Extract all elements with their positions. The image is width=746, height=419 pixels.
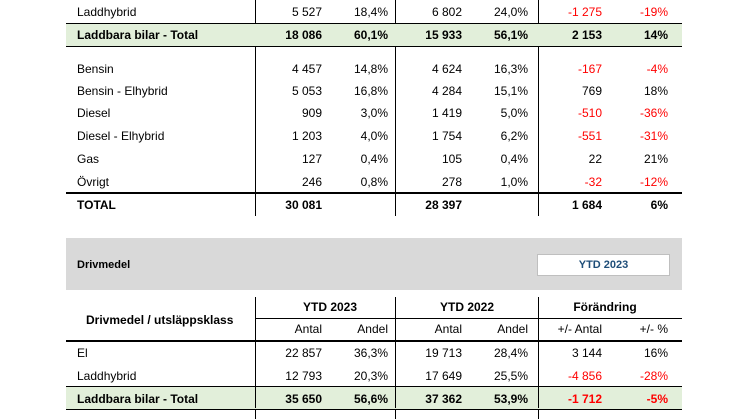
row-label: Laddbara bilar - Total	[77, 391, 199, 406]
rule	[395, 297, 396, 408]
row-label: El	[77, 345, 88, 360]
row-label: Gas	[77, 151, 100, 166]
column-header-ytd2023: YTD 2023	[302, 300, 358, 314]
table-row	[66, 364, 682, 387]
subheader-ytd22-andel: Andel	[497, 322, 528, 336]
rule	[255, 297, 256, 408]
ytd23-antal: 246	[301, 174, 322, 189]
ytd22-andel: 24,0%	[493, 4, 528, 19]
rule	[255, 0, 256, 23]
table-row	[66, 101, 682, 124]
ytd22-antal: 4 624	[431, 61, 462, 76]
table-row	[66, 0, 682, 23]
row-label: Bensin - Elhybrid	[77, 83, 168, 98]
rule	[255, 318, 682, 319]
change-pct: 16%	[643, 345, 668, 360]
ytd23-andel: 0,8%	[360, 174, 388, 189]
change-pct: 21%	[643, 151, 668, 166]
row-label: Bensin	[77, 61, 114, 76]
change-pct: -36%	[639, 105, 668, 120]
ytd23-antal: 5 053	[291, 83, 322, 98]
ytd23-antal: 1 203	[291, 128, 322, 143]
change-pct: 14%	[643, 27, 668, 42]
change-pct: -31%	[639, 128, 668, 143]
row-label: Laddbara bilar - Total	[77, 27, 199, 42]
subheader-diff: +/- Antal	[557, 322, 602, 336]
table-row	[66, 23, 682, 46]
row-label: Diesel	[77, 105, 111, 120]
column-header-fuel-type: Drivmedel / utsläppsklass	[86, 313, 234, 327]
change-antal: 3 144	[571, 345, 602, 360]
rule	[255, 410, 256, 419]
ytd23-andel	[322, 193, 388, 216]
ytd22-andel	[462, 193, 528, 216]
table-row	[66, 79, 682, 102]
ytd23-andel: 36,3%	[353, 345, 388, 360]
rule	[66, 23, 682, 24]
change-antal: -167	[577, 61, 602, 76]
ytd23-antal: 127	[301, 151, 322, 166]
row-label: Övrigt	[77, 174, 110, 189]
ytd22-antal: 278	[441, 174, 462, 189]
rule	[255, 46, 256, 216]
change-antal: 22	[588, 151, 602, 166]
column-header-change: Förändring	[573, 300, 637, 314]
change-antal: 1 684	[571, 197, 602, 212]
ytd22-antal: 17 649	[425, 368, 462, 383]
table-row	[66, 57, 682, 80]
ytd23-andel: 14,8%	[353, 61, 388, 76]
change-antal: -1 275	[567, 4, 602, 19]
change-antal: -4 856	[567, 368, 602, 383]
ytd23-andel: 18,4%	[353, 4, 388, 19]
ytd22-andel: 5,0%	[500, 105, 528, 120]
ytd23-andel: 20,3%	[353, 368, 388, 383]
change-antal: -32	[584, 174, 602, 189]
table-row	[66, 387, 682, 410]
rule	[538, 46, 539, 216]
ytd22-antal: 37 362	[425, 391, 462, 406]
ytd22-antal: 19 713	[425, 345, 462, 360]
row-label: TOTAL	[77, 197, 116, 212]
change-pct: -5%	[646, 391, 668, 406]
change-antal: 2 153	[571, 27, 602, 42]
ytd22-antal: 4 284	[431, 83, 462, 98]
change-pct: -12%	[639, 174, 668, 189]
ytd22-andel: 25,5%	[493, 368, 528, 383]
table-row	[66, 170, 682, 193]
change-antal: -510	[577, 105, 602, 120]
ytd22-andel: 56,1%	[493, 27, 528, 42]
change-pct: 18%	[643, 83, 668, 98]
column-header-ytd2022: YTD 2022	[439, 300, 495, 314]
rule	[395, 46, 396, 216]
ytd23-andel: 56,6%	[353, 391, 388, 406]
subheader-ytd22-antal: Antal	[434, 322, 462, 336]
table-row	[66, 147, 682, 170]
ytd23-antal: 909	[301, 105, 322, 120]
ytd22-andel: 15,1%	[493, 83, 528, 98]
rule	[395, 410, 396, 419]
ytd22-antal: 15 933	[425, 27, 462, 42]
row-label: Laddhybrid	[77, 4, 137, 19]
ytd22-antal: 28 397	[425, 197, 462, 212]
rule	[395, 0, 396, 23]
change-antal: -551	[577, 128, 602, 143]
change-antal: 769	[581, 83, 602, 98]
period-select[interactable]: YTD 2023	[537, 254, 670, 276]
ytd23-antal: 30 081	[285, 197, 322, 212]
rule	[66, 409, 682, 410]
ytd23-andel: 16,8%	[353, 83, 388, 98]
table-row	[66, 124, 682, 147]
ytd23-andel: 0,4%	[360, 151, 388, 166]
rule	[538, 297, 539, 408]
change-pct: -28%	[639, 368, 668, 383]
ytd23-andel: 60,1%	[353, 27, 388, 42]
ytd22-andel: 6,2%	[500, 128, 528, 143]
rule	[538, 410, 539, 419]
rule	[66, 192, 682, 194]
rule	[66, 340, 682, 342]
row-label: Laddhybrid	[77, 368, 137, 383]
ytd23-andel: 4,0%	[360, 128, 388, 143]
change-antal: -1 712	[567, 391, 602, 406]
subheader-pct: +/- %	[639, 322, 668, 336]
subheader-ytd23-andel: Andel	[357, 322, 388, 336]
table-row	[66, 193, 682, 216]
ytd22-antal: 1 754	[431, 128, 462, 143]
ytd23-antal: 5 527	[291, 4, 322, 19]
ytd23-antal: 12 793	[285, 368, 322, 383]
change-pct: 6%	[650, 197, 668, 212]
rule	[66, 386, 682, 387]
subheader-ytd23-antal: Antal	[294, 322, 322, 336]
ytd23-antal: 4 457	[291, 61, 322, 76]
change-pct: -4%	[646, 61, 668, 76]
ytd22-antal: 1 419	[431, 105, 462, 120]
row-label: Diesel - Elhybrid	[77, 128, 165, 143]
ytd23-andel: 3,0%	[360, 105, 388, 120]
ytd22-andel: 53,9%	[493, 391, 528, 406]
ytd22-andel: 1,0%	[500, 174, 528, 189]
rule	[66, 46, 682, 47]
table-row	[66, 341, 682, 364]
change-pct: -19%	[639, 4, 668, 19]
ytd23-antal: 18 086	[285, 27, 322, 42]
rule	[538, 0, 539, 23]
section-title: Drivmedel	[77, 259, 131, 271]
ytd22-andel: 28,4%	[493, 345, 528, 360]
ytd22-andel: 0,4%	[500, 151, 528, 166]
ytd22-antal: 6 802	[431, 4, 462, 19]
ytd22-antal: 105	[441, 151, 462, 166]
ytd23-antal: 35 650	[285, 391, 322, 406]
ytd23-antal: 22 857	[285, 345, 322, 360]
ytd22-andel: 16,3%	[493, 61, 528, 76]
